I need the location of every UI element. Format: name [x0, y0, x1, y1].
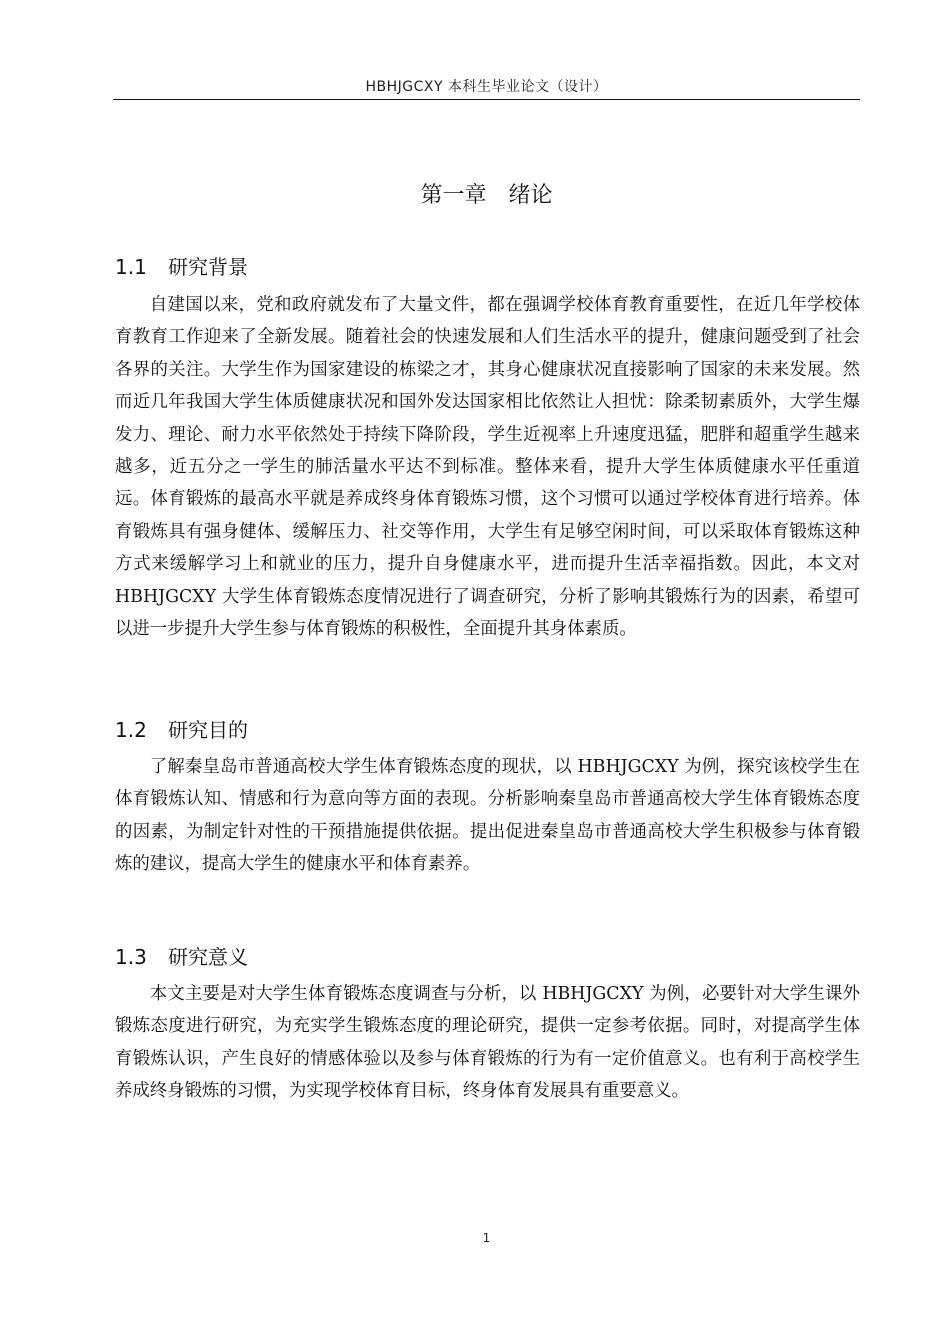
section-number: 1.2 — [115, 718, 147, 742]
paragraph-purpose: 了解秦皇岛市普通高校大学生体育锻炼态度的现状，以 HBHJGCXY 为例，探究该校学生在体育锻炼认知、情感和行为意向等方面的表现。分析影响秦皇岛市普通高校大学生体育锻炼态度的因素，为制定针对性的干预措施提供依据。提出促进秦皇岛市普通高校大学生积极参与体育锻炼的建议，提高大学生的健康水平和体育素养。 — [115, 757, 860, 875]
section-title: 研究目的 — [168, 718, 248, 742]
chapter-title: 第一章 绪论 — [420, 183, 553, 208]
section-number: 1.1 — [115, 255, 147, 279]
section-heading-significance — [115, 941, 248, 970]
section-title: 研究意义 — [168, 945, 248, 969]
page-number: 1 — [482, 1231, 491, 1245]
paragraph-significance: 本文主要是对大学生体育锻炼态度调查与分析，以 HBHJGCXY 为例，必要针对大学生课外锻炼态度进行研究，为充实学生锻炼态度的理论研究，提供一定参考依据。同时，对提高学生体育锻炼认识，产生良好的情感体验以及参与体育锻炼的行为有一定价值意义。也有利于高校学生养成终身锻炼的习惯，为实现学校体育目标，终身体育发展具有重要意义。 — [115, 984, 860, 1102]
section-number: 1.3 — [115, 945, 147, 969]
running-header: HBHJGCXY 本科生毕业论文（设计） — [365, 79, 608, 95]
section-heading-background — [115, 251, 248, 280]
section-heading-purpose — [115, 714, 248, 743]
header-rule — [113, 99, 860, 100]
paragraph-background: 自建国以来，党和政府就发布了大量文件，都在强调学校体育教育重要性，在近几年学校体育教育工作迎来了全新发展。随着社会的快速发展和人们生活水平的提升，健康问题受到了社会各界的关注。大学生作为国家建设的栋梁之才，其身心健康状况直接影响了国家的未来发展。然而近几年我国大学生体质健康状况和国外发达国家相比依然让人担忧：除柔韧素质外，大学生爆发力、理论、耐力水平依然处于持续下降阶段，学生近视率上升速度迅猛，肥胖和超重学生越来越多，近五分之一学生的肺活量水平达不到标准。整体来看，提升大学生体质健康水平任重道远。体育锻炼的最高水平就是养成终身体育锻炼习惯，这个习惯可以通过学校体育进行培养。体育锻炼具有强身健体、缓解压力、社交等作用，大学生有足够空闲时间，可以采取体育锻炼这种方式来缓解学习上和就业的压力，提升自身健康水平，进而提升生活幸福指数。因此，本文对 HBHJGCXY 大学生体育锻炼态度情况进行了调查研究，分析了影响其锻炼行为的因素，希望可以进一步提升大学生参与体育锻炼的积极性，全面提升其身体素质。 — [115, 295, 860, 640]
section-title: 研究背景 — [168, 255, 248, 279]
